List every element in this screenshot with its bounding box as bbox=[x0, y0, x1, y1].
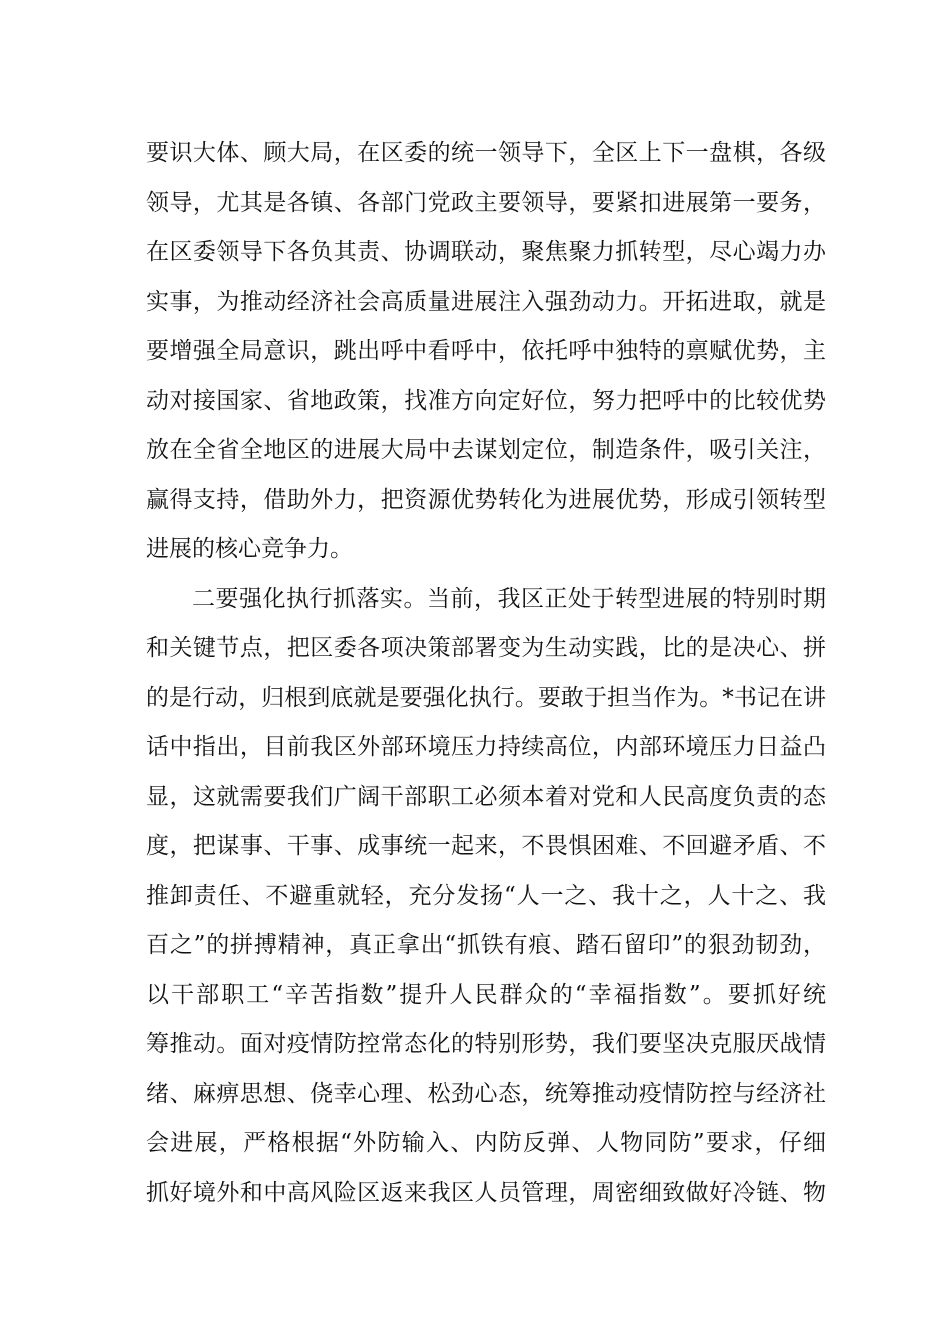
paragraph-1 bbox=[146, 129, 826, 575]
text-line: 赢得支持，借助外力，把资源优势转化为进展优势，形成引领转型 bbox=[146, 486, 826, 513]
document-body bbox=[146, 129, 826, 1218]
text-line: 抓好境外和中高风险区返来我区人员管理，周密细致做好冷链、物 bbox=[146, 1179, 826, 1206]
text-line: 度，把谋事、干事、成事统一起来，不畏惧困难、不回避矛盾、不 bbox=[146, 833, 826, 859]
text-line: 要识大体、顾大局，在区委的统一领导下，全区上下一盘棋，各级 bbox=[146, 140, 826, 166]
text-line: 显，这就需要我们广阔干部职工必须本着对党和人民高度负责的态 bbox=[146, 783, 826, 810]
text-line: 动对接国家、省地政策，找准方向定好位，努力把呼中的比较优势 bbox=[146, 387, 826, 414]
text-line: 百之”的拼搏精神，真正拿出“抓铁有痕、踏石留印”的狠劲韧劲， bbox=[146, 932, 826, 958]
text-line: 进展的核心竞争力。 bbox=[146, 536, 353, 562]
text-line: 实事，为推动经济社会高质量进展注入强劲动力。开拓进取，就是 bbox=[146, 288, 826, 315]
text-line: 和关键节点，把区委各项决策部署变为生动实践，比的是决心、拼 bbox=[146, 635, 826, 661]
text-line: 放在全省全地区的进展大局中去谋划定位，制造条件，吸引关注， bbox=[146, 437, 826, 463]
text-line: 要增强全局意识，跳出呼中看呼中，依托呼中独特的禀赋优势，主 bbox=[146, 338, 826, 364]
text-line: 二要强化执行抓落实。当前，我区正处于转型进展的特别时期 bbox=[192, 585, 826, 612]
text-line: 的是行动，归根到底就是要强化执行。要敢于担当作为。*书记在讲 bbox=[146, 684, 826, 711]
text-line: 领导，尤其是各镇、各部门党政主要领导，要紧扣进展第一要务， bbox=[146, 189, 826, 216]
text-line: 以干部职工“辛苦指数”提升人民群众的“幸福指数”。要抓好统 bbox=[146, 981, 826, 1008]
paragraph-2 bbox=[146, 575, 826, 1219]
text-line: 绪、麻痹思想、侥幸心理、松劲心态，统筹推动疫情防控与经济社 bbox=[146, 1080, 826, 1107]
text-line: 筹推动。面对疫情防控常态化的特别形势，我们要坚决克服厌战情 bbox=[146, 1031, 826, 1057]
text-line: 在区委领导下各负其责、协调联动，聚焦聚力抓转型，尽心竭力办 bbox=[146, 239, 826, 265]
text-line: 推卸责任、不避重就轻，充分发扬“人一之、我十之，人十之、我 bbox=[146, 882, 826, 909]
text-line: 话中指出，目前我区外部环境压力持续高位，内部环境压力日益凸 bbox=[146, 734, 826, 760]
text-line: 会进展，严格根据“外防输入、内防反弹、人物同防”要求，仔细 bbox=[146, 1130, 826, 1156]
